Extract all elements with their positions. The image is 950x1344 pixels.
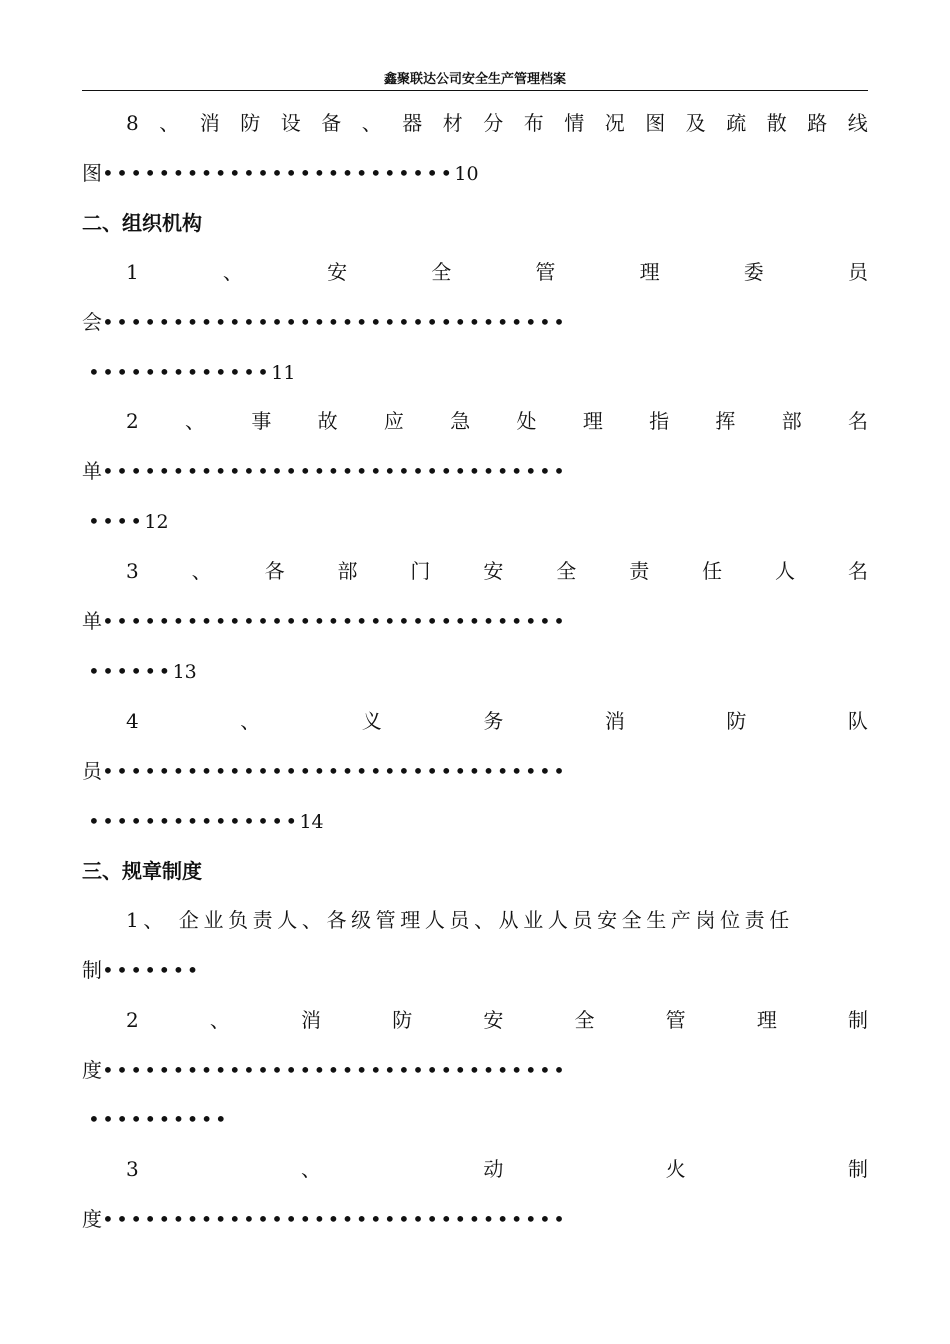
- toc-title-char: 图: [645, 111, 666, 135]
- toc-item-2-2-line1: [82, 406, 868, 436]
- toc-title-char: 员: [847, 260, 868, 284]
- toc-title-char: 消: [301, 1008, 322, 1032]
- toc-title-char: 制: [847, 1008, 868, 1032]
- toc-item-2-1-line3: [82, 357, 868, 388]
- toc-title-char: 线: [847, 111, 868, 135]
- toc-item-2-2-line3: [82, 506, 868, 537]
- toc-item-2-1-line2: [82, 307, 868, 337]
- toc-title-char: 事: [251, 409, 272, 433]
- toc-title-char: 全: [556, 559, 577, 583]
- toc-title-char: 急: [450, 409, 471, 433]
- toc-leader-dots: •••••••••••••••••••••••••••••••••: [102, 1058, 568, 1082]
- toc-leader-dots: •••••••••••••••••••••••••••••••••: [102, 609, 568, 633]
- toc-title-char: 路: [807, 111, 828, 135]
- toc-tail: 图: [82, 161, 102, 185]
- toc-title-char: 分: [483, 111, 504, 135]
- toc-separator: 、: [209, 1008, 230, 1032]
- toc-item-2-2-line2: [82, 456, 868, 486]
- toc-title-char: 指: [649, 409, 670, 433]
- toc-tail: 单: [82, 609, 102, 633]
- header-rule: [82, 90, 868, 91]
- toc-leader-dots: •••••••••••••••••••••••••••••••••: [102, 459, 568, 483]
- toc-item-3-3-line1: [82, 1154, 868, 1184]
- toc-tail: 度: [82, 1058, 102, 1082]
- toc-leader-dots: •••••••••••••••••••••••••••••••••: [102, 759, 568, 783]
- toc-title-char: 材: [442, 111, 463, 135]
- header-title: 鑫聚联达公司安全生产管理档案: [383, 72, 566, 87]
- toc-title-char: 处: [516, 409, 537, 433]
- toc-title-char: 部: [337, 559, 358, 583]
- toc-title-char: 管: [665, 1008, 686, 1032]
- toc-title-char: 火: [665, 1157, 686, 1181]
- toc-title-char: 安: [483, 559, 504, 583]
- section-heading-organization: 二、组织机构: [82, 211, 202, 235]
- toc-item-3-1-line1: 1、 企业负责人、各级管理人员、从业人员安全生产岗位责任: [126, 908, 794, 932]
- toc-title-char: 疏: [726, 111, 747, 135]
- toc-title-char: 况: [604, 111, 625, 135]
- toc-item-2-4-line2: [82, 756, 868, 786]
- toc-separator: 、: [191, 559, 212, 583]
- toc-title-char: 全: [431, 260, 452, 284]
- toc-separator: 、: [240, 709, 261, 733]
- toc-item-3-2-line3: [82, 1104, 868, 1134]
- toc-separator: 、: [159, 111, 180, 135]
- toc-title-char: 故: [317, 409, 338, 433]
- toc-item-number: 3: [126, 559, 139, 583]
- toc-item-3-3-line2: [82, 1204, 868, 1234]
- toc-item-2-4-line1: [82, 706, 868, 736]
- toc-item-number: 4: [126, 709, 139, 733]
- toc-page-number: 12: [144, 511, 169, 533]
- toc-item-2-4-line3: [82, 806, 868, 837]
- toc-item-2-3-line3: [82, 656, 868, 687]
- toc-item-number: 3: [126, 1157, 139, 1181]
- toc-title-char: 情: [564, 111, 585, 135]
- toc-item-number: 8: [126, 111, 139, 135]
- toc-tail: 制: [82, 958, 102, 982]
- toc-separator: 、: [222, 260, 243, 284]
- toc-title-char: 设: [280, 111, 301, 135]
- toc-leader-dots: ••••••••••: [88, 1107, 229, 1131]
- toc-title-char: 及: [685, 111, 706, 135]
- toc-separator: 、: [301, 1157, 322, 1181]
- toc-item-8-line2: [82, 158, 868, 189]
- toc-item-number: 1: [126, 260, 139, 284]
- toc-leader-dots: •••••••: [102, 958, 201, 982]
- toc-tail: 会: [82, 310, 102, 334]
- toc-leader-dots: •••••••••••••••••••••••••: [102, 161, 455, 185]
- toc-item-3-2-line2: [82, 1055, 868, 1085]
- toc-title-char: 动: [483, 1157, 504, 1181]
- toc-title-char: 委: [743, 260, 764, 284]
- toc-page-number: 14: [299, 811, 324, 833]
- toc-title-char: 消: [604, 709, 625, 733]
- toc-title-char: 任: [702, 559, 723, 583]
- toc-title-char: 防: [726, 709, 747, 733]
- toc-title-char: 安: [483, 1008, 504, 1032]
- toc-title-char: 管: [535, 260, 556, 284]
- toc-item-3-1-line2: [82, 955, 868, 985]
- toc-separator: 、: [185, 409, 206, 433]
- toc-tail: 员: [82, 759, 102, 783]
- toc-item-2-3-line1: [82, 556, 868, 586]
- toc-title-char: 理: [639, 260, 660, 284]
- toc-title-char: 散: [766, 111, 787, 135]
- section-heading-regulations: 三、规章制度: [82, 859, 202, 883]
- toc-leader-dots: •••••••••••••••••••••••••••••••••: [102, 310, 568, 334]
- toc-item-2-3-line2: [82, 606, 868, 636]
- toc-item-2-1-line1: [82, 257, 868, 287]
- toc-title-char: 布: [523, 111, 544, 135]
- toc-title-char: 、: [361, 111, 382, 135]
- toc-title-char: 责: [629, 559, 650, 583]
- toc-title-char: 防: [392, 1008, 413, 1032]
- toc-title-char: 应: [383, 409, 404, 433]
- toc-title-char: 挥: [715, 409, 736, 433]
- toc-title-char: 器: [402, 111, 423, 135]
- toc-title-char: 名: [848, 409, 868, 433]
- toc-page-number: 11: [271, 362, 296, 384]
- toc-title-char: 义: [361, 709, 382, 733]
- toc-page-number: 13: [172, 661, 197, 683]
- toc-leader-dots: •••••••••••••••••••••••••••••••••: [102, 1207, 568, 1231]
- toc-title-char: 制: [847, 1157, 868, 1181]
- toc-title-char: 人: [775, 559, 796, 583]
- toc-item-3-2-line1: [82, 1005, 868, 1035]
- toc-item-number: 2: [126, 1008, 139, 1032]
- toc-title-char: 各: [264, 559, 285, 583]
- toc-item-number: 2: [126, 409, 139, 433]
- toc-leader-dots: •••••••••••••••: [88, 809, 300, 833]
- toc-title-char: 备: [321, 111, 342, 135]
- toc-title-char: 理: [756, 1008, 777, 1032]
- toc-tail: 度: [82, 1207, 102, 1231]
- toc-page-number: 10: [454, 163, 479, 185]
- toc-tail: 单: [82, 459, 102, 483]
- toc-leader-dots: ••••: [88, 509, 145, 533]
- toc-title-char: 理: [582, 409, 603, 433]
- toc-title-char: 队: [847, 709, 868, 733]
- toc-leader-dots: •••••••••••••: [88, 360, 272, 384]
- toc-title-char: 全: [574, 1008, 595, 1032]
- toc-title-char: 名: [847, 559, 868, 583]
- toc-item-8-line1: [82, 108, 868, 138]
- toc-title-char: 消: [199, 111, 220, 135]
- toc-title-char: 防: [240, 111, 261, 135]
- toc-title-char: 部: [781, 409, 802, 433]
- toc-leader-dots: ••••••: [88, 659, 173, 683]
- toc-title-char: 门: [410, 559, 431, 583]
- toc-title-char: 务: [483, 709, 504, 733]
- toc-title-char: 安: [327, 260, 348, 284]
